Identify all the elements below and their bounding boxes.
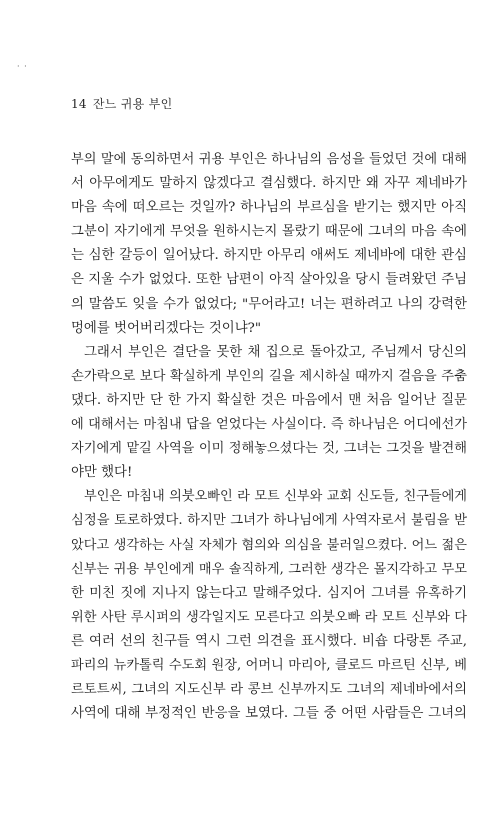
scan-speck: · · bbox=[17, 62, 28, 71]
text-line: 한 미친 짓에 지나지 않는다고 말해주었다. 심지어 그녀를 유혹하기 bbox=[71, 585, 467, 601]
text-line: 신부는 귀용 부인에게 매우 솔직하게, 그러한 생각은 몰지각하고 무모 bbox=[71, 561, 467, 577]
text-line: 자기에게 맡길 사역을 이미 정해놓으셨다는 것, 그녀는 그것을 발견해 bbox=[71, 441, 467, 457]
text-line: 그래서 부인은 결단을 못한 채 집으로 돌아갔고, 주님께서 당신의 bbox=[84, 344, 467, 360]
text-line: 부인은 마침내 의붓오빠인 라 모트 신부와 교회 신도들, 친구들에게 bbox=[84, 489, 467, 505]
text-line: 위한 사탄 루시퍼의 생각일지도 모른다고 의붓오빠 라 모트 신부와 다 bbox=[71, 609, 467, 625]
text-line: 았다고 생각하는 사실 자체가 혐의와 의심을 불러일으켰다. 어느 젊은 bbox=[71, 537, 467, 553]
running-head bbox=[71, 95, 172, 112]
text-line: 사역에 대해 부정적인 반응을 보였다. 그들 중 어떤 사람들은 그녀의 bbox=[71, 706, 467, 722]
page-number: 14 bbox=[71, 97, 87, 111]
text-line: 은 지울 수가 없었다. 또한 남편이 아직 살아있을 당시 들려왔던 주님 bbox=[71, 272, 467, 288]
text-line: 는 심한 갈등이 일어났다. 하지만 아무리 애써도 제네바에 대한 관심 bbox=[71, 248, 467, 264]
paragraph-2 bbox=[71, 341, 467, 486]
text-line: 마음 속에 떠오르는 것일까? 하나님의 부르심을 받기는 했지만 아직 bbox=[71, 200, 467, 216]
text-line: 파리의 뉴카톨릭 수도회 원장, 어머니 마리아, 클로드 마르틴 신부, 베 bbox=[71, 657, 467, 673]
text-line: 의 말씀도 잊을 수가 없었다; "무어라고! 너는 편하려고 나의 강력한 bbox=[71, 296, 467, 312]
text-line: 르토트씨, 그녀의 지도신부 라 콩브 신부까지도 그녀의 제네바에서의 bbox=[71, 682, 467, 698]
paragraph-3 bbox=[71, 485, 467, 726]
text-line: 야만 했다! bbox=[71, 465, 133, 481]
body-text bbox=[71, 148, 467, 726]
text-line: 댔다. 하지만 단 한 가지 확실한 것은 마음에서 맨 처음 일어난 질문 bbox=[71, 392, 467, 408]
text-line: 멍에를 벗어버리겠다는 것이냐?" bbox=[71, 320, 262, 336]
text-line: 서 아무에게도 말하지 않겠다고 결심했다. 하지만 왜 자꾸 제네바가 bbox=[71, 176, 467, 192]
text-line: 그분이 자기에게 무엇을 원하시는지 몰랐기 때문에 그녀의 마음 속에 bbox=[71, 224, 467, 240]
paragraph-1 bbox=[71, 148, 467, 341]
chapter-title: 잔느 귀용 부인 bbox=[92, 97, 173, 111]
text-line: 손가락으로 보다 확실하게 부인의 길을 제시하실 때까지 걸음을 주춤 bbox=[71, 368, 467, 384]
text-line: 른 여러 선의 친구들 역시 그런 의견을 표시했다. 비숍 다랑톤 주교, bbox=[71, 633, 467, 649]
text-line: 에 대해서는 마침내 답을 얻었다는 사실이다. 즉 하나님은 어디에선가 bbox=[71, 417, 467, 433]
text-line: 부의 말에 동의하면서 귀용 부인은 하나님의 음성을 들었던 것에 대해 bbox=[71, 152, 467, 167]
text-line: 심정을 토로하였다. 하지만 그녀가 하나님에게 사역자로서 불림을 받 bbox=[71, 513, 467, 529]
